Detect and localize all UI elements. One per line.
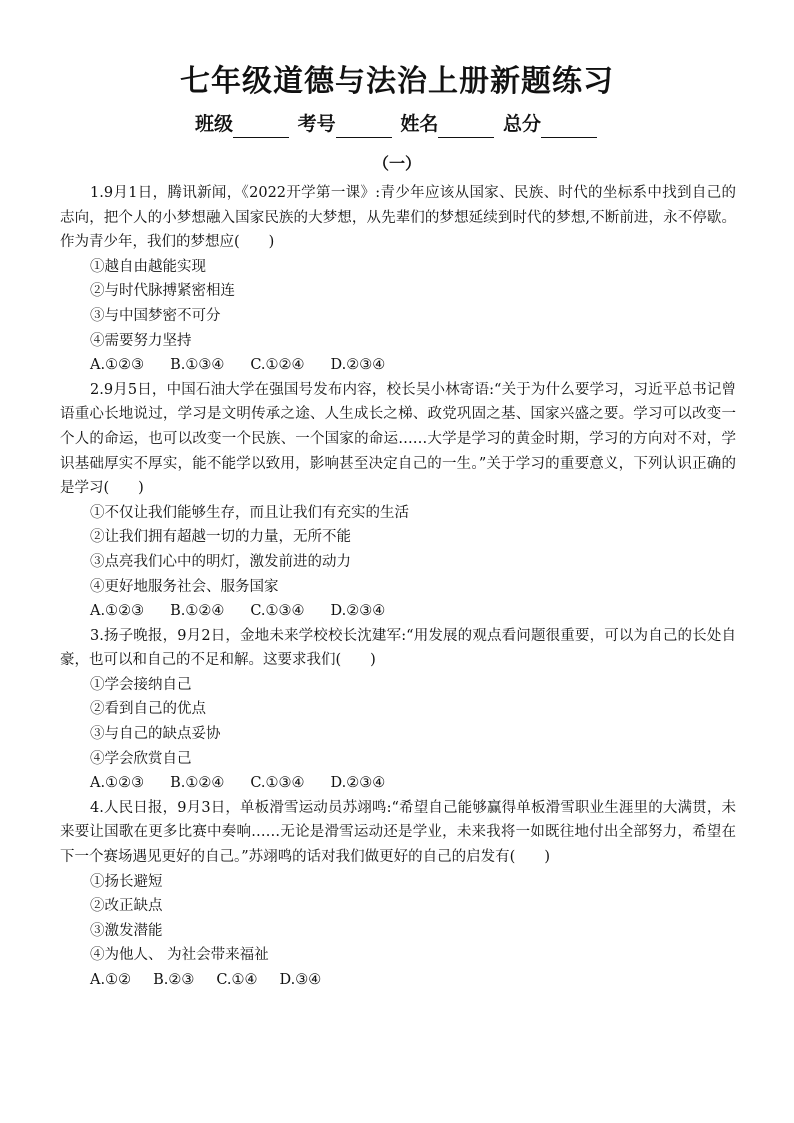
answer-choices [60, 353, 736, 378]
total-score-label: 总分 [502, 113, 541, 135]
answer-choice-b[interactable]: B.②③ [153, 972, 195, 988]
student-info-line [0, 110, 794, 138]
answer-choice-c[interactable]: C.①④ [216, 972, 258, 988]
question-stem: 2.9月5日，中国石油大学在强国号发布内容，校长吴小林寄语:“关于为什么要学习，习近平总书记曾语重心长地说过，学习是文明传承之途、人生成长之梯、政党巩固之基、国家兴盛之要。学习可以改变一个人的命运，也可以改变一个民族、一个国家的命运……大学是学习的黄金时期，学习的方向对不对，学识基础厚实不厚实，能不能学以致用，影响甚至决定自己的一生。”关于学习的重要意义，下列认识正确的是学习( ) [60, 381, 736, 497]
name-label: 姓名 [400, 113, 439, 135]
class-label: 班级 [195, 113, 234, 135]
answer-choice-d[interactable]: D.②③④ [330, 603, 386, 620]
statement-option: ①越自由越能实现 [90, 258, 206, 275]
question-3 [60, 624, 736, 796]
section-heading: （一） [372, 154, 421, 173]
answer-choice-b[interactable]: B.①③④ [170, 357, 225, 374]
question-list [60, 181, 736, 993]
answer-choice-c[interactable]: C.①②④ [250, 357, 305, 374]
statement-option: ②看到自己的优点 [90, 701, 206, 718]
answer-choices [60, 968, 736, 993]
answer-choice-a[interactable]: A.①②③ [90, 775, 145, 792]
answer-choice-d[interactable]: D.③④ [279, 972, 322, 988]
answer-choices [60, 599, 736, 624]
name-blank[interactable] [438, 117, 494, 138]
answer-choice-a[interactable]: A.①② [90, 972, 132, 988]
statement-option: ②改正缺点 [90, 898, 163, 915]
answer-choice-c[interactable]: C.①③④ [250, 603, 305, 620]
statement-option: ③点亮我们心中的明灯，激发前进的动力 [90, 553, 351, 570]
answer-choice-d[interactable]: D.②③④ [330, 357, 386, 374]
answer-choice-b[interactable]: B.①②④ [170, 603, 225, 620]
class-blank[interactable] [233, 117, 289, 138]
statement-option: ③与自己的缺点妥协 [90, 726, 221, 743]
answer-choice-d[interactable]: D.②③④ [330, 775, 386, 792]
answer-choice-c[interactable]: C.①③④ [250, 775, 305, 792]
question-stem: 4.人民日报，9月3日，单板滑雪运动员苏翊鸣:“希望自己能够赢得单板滑雪职业生涯里的大满贯，未来要让国歌在更多比赛中奏响……无论是滑雪运动还是学业，未来我将一如既往地付出全部努力，希望在下一个赛场遇见更好的自己。”苏翊鸣的话对我们做更好的自己的启发有( ) [60, 799, 736, 866]
statement-option: ④学会欣赏自己 [90, 750, 192, 767]
statement-option: ③与中国梦密不可分 [90, 307, 221, 324]
statement-option: ④为他人、 为社会带来福祉 [90, 947, 269, 964]
question-stem: 1.9月1日，腾讯新闻，《2022开学第一课》:青少年应该从国家、民族、时代的坐标系中找到自己的志向，把个人的小梦想融入国家民族的大梦想，从先辈们的梦想延续到时代的梦想,不断前进，永不停歇。作为青少年，我们的梦想应( ) [60, 185, 736, 251]
statement-option: ①学会接纳自己 [90, 676, 192, 693]
statement-option: ③激发潜能 [90, 922, 163, 939]
statement-option: ②与时代脉搏紧密相连 [90, 283, 235, 300]
total-score-blank[interactable] [541, 117, 597, 138]
statement-option: ①不仅让我们能够生存，而且让我们有充实的生活 [90, 504, 409, 521]
statement-option: ④需要努力坚持 [90, 332, 192, 349]
answer-choice-a[interactable]: A.①②③ [90, 357, 145, 374]
page-title: 七年级道德与法治上册新题练习 [180, 64, 614, 99]
question-stem: 3.扬子晚报，9月2日，金地未来学校校长沈建军:“用发展的观点看问题很重要，可以为自己的长处自豪，也可以和自己的不足和解。这要求我们( ) [60, 627, 736, 669]
question-1 [60, 181, 736, 378]
question-4 [60, 796, 736, 993]
statement-option: ④更好地服务社会、服务国家 [90, 578, 279, 595]
statement-option: ②让我们拥有超越一切的力量，无所不能 [90, 529, 351, 546]
exam-number-blank[interactable] [336, 117, 392, 138]
answer-choice-a[interactable]: A.①②③ [90, 603, 145, 620]
answer-choice-b[interactable]: B.①②④ [170, 775, 225, 792]
question-2 [60, 378, 736, 624]
statement-option: ①扬长避短 [90, 873, 163, 890]
answer-choices [60, 771, 736, 796]
exam-number-label: 考号 [297, 113, 336, 135]
